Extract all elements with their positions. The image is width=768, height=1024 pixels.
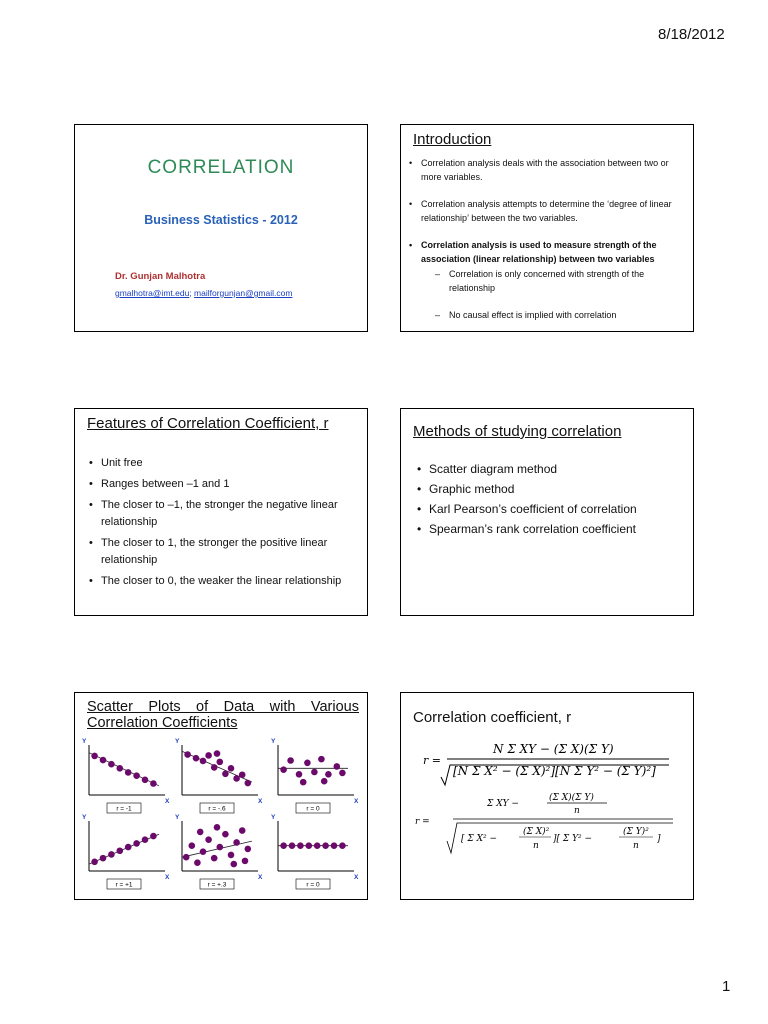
sub-bullet-item: – Correlation is only concerned with strength of the relationship xyxy=(435,268,689,295)
r-label: r = +1 xyxy=(115,881,133,889)
scatter-point xyxy=(133,772,140,779)
scatter-point xyxy=(296,771,303,778)
bullet-item: • Ranges between –1 and 1 xyxy=(87,476,363,493)
slide-features xyxy=(74,408,368,616)
scatter-point xyxy=(184,751,191,758)
slide-heading: Scatter Plots of Data with Various Correlation Coefficients xyxy=(87,699,359,731)
bullet-item: • Karl Pearson’s coefficient of correlation xyxy=(415,499,691,519)
scatter-point xyxy=(339,842,346,849)
r-label: r = 0 xyxy=(306,881,320,889)
scatter-point xyxy=(205,836,212,843)
svg-text:r =: r = xyxy=(423,754,441,767)
scatter-point xyxy=(306,842,313,849)
scatter-point xyxy=(100,855,107,862)
slide-heading: Introduction xyxy=(413,131,492,148)
scatter-point xyxy=(214,750,221,757)
y-axis-label: Y xyxy=(271,814,276,821)
scatter-point xyxy=(314,842,321,849)
course-subtitle: Business Statistics - 2012 xyxy=(144,213,298,227)
scatter-point xyxy=(233,775,240,782)
r-label: r = -1 xyxy=(116,805,132,813)
slide-correlation-formula xyxy=(400,692,694,900)
slide-heading: Correlation coefficient, r xyxy=(413,709,572,726)
scatter-point xyxy=(311,769,318,776)
scatter-point xyxy=(287,757,294,764)
scatter-point xyxy=(222,771,229,778)
scatter-point xyxy=(211,855,218,862)
bullet-item: • Correlation analysis deals with the association between two or more variables. xyxy=(407,157,689,184)
scatter-point xyxy=(318,756,325,763)
slide-title xyxy=(74,124,368,332)
scatter-point xyxy=(245,846,252,853)
formula-1 xyxy=(423,742,669,785)
scatter-point xyxy=(231,861,238,868)
scatter-point xyxy=(108,851,115,858)
scatter-point xyxy=(200,758,207,765)
page-number: 1 xyxy=(722,978,731,995)
scatter-point xyxy=(331,842,338,849)
scatter-point xyxy=(150,833,157,840)
scatter-point xyxy=(280,842,287,849)
bullet-list xyxy=(407,157,689,337)
trend-line xyxy=(89,753,159,786)
svg-text:(Σ X)²: (Σ X)² xyxy=(523,827,550,837)
author-name: Dr. Gunjan Malhotra xyxy=(115,271,206,282)
formula-figure xyxy=(401,693,693,899)
slide-heading: Features of Correlation Coefficient, r xyxy=(87,415,329,432)
svg-text:(Σ X)(Σ Y): (Σ X)(Σ Y) xyxy=(549,793,594,803)
x-axis-label: X xyxy=(258,874,263,881)
scatter-point xyxy=(239,827,246,834)
email-separator: ; xyxy=(189,288,195,298)
r-label: r = -.6 xyxy=(208,805,226,813)
x-axis-label: X xyxy=(354,874,359,881)
bullet-item xyxy=(407,239,689,323)
r-label: r = 0 xyxy=(306,805,320,813)
scatter-point xyxy=(125,844,132,851)
sub-bullet-list xyxy=(421,268,689,323)
y-axis-label: Y xyxy=(175,814,180,821)
x-axis-label: X xyxy=(165,798,170,805)
scatter-point xyxy=(321,778,328,785)
sub-bullet-item: – No causal effect is implied with correlation xyxy=(435,309,689,323)
bullet-item: • The closer to 1, the stronger the positive linear relationship xyxy=(87,535,363,569)
formula-2 xyxy=(415,792,673,853)
svg-text:]: ] xyxy=(657,834,661,844)
y-axis-label: Y xyxy=(175,738,180,745)
author-emails xyxy=(115,288,292,298)
scatter-point xyxy=(189,842,196,849)
scatter-point xyxy=(214,824,221,831)
scatter-point xyxy=(183,854,190,861)
scatter-point xyxy=(142,836,149,843)
slide-introduction xyxy=(400,124,694,332)
trend-line xyxy=(89,834,159,864)
bullet-item: • The closer to 0, the weaker the linear relationship xyxy=(87,573,363,590)
svg-text:[ Σ X² −: [ Σ X² − xyxy=(461,834,498,844)
scatter-point xyxy=(150,780,157,787)
slide-methods xyxy=(400,408,694,616)
scatter-point xyxy=(242,858,249,865)
scatter-point xyxy=(304,760,311,767)
bullet-list xyxy=(415,459,691,539)
y-axis-label: Y xyxy=(82,738,87,745)
x-axis-label: X xyxy=(165,874,170,881)
scatter-point xyxy=(280,766,287,773)
scatter-point xyxy=(117,765,124,772)
svg-text:n: n xyxy=(633,841,639,851)
bullet-item: • Scatter diagram method xyxy=(415,459,691,479)
scatter-point xyxy=(100,757,107,764)
scatter-point xyxy=(228,852,235,859)
y-axis-label: Y xyxy=(82,814,87,821)
scatter-point xyxy=(205,752,212,759)
bullet-item: • Unit free xyxy=(87,455,363,472)
scatter-point xyxy=(217,844,224,851)
scatter-point xyxy=(322,842,329,849)
scatter-point xyxy=(91,753,98,760)
header-date: 8/18/2012 xyxy=(658,26,725,43)
svg-text:N Σ XY − (Σ X)(Σ Y): N Σ XY − (Σ X)(Σ Y) xyxy=(493,742,614,756)
scatter-point xyxy=(239,771,246,778)
scatter-point xyxy=(222,831,229,838)
x-axis-label: X xyxy=(258,798,263,805)
bullet-item: • Correlation analysis attempts to determine the ‘degree of linear relationship’ between the two variables. xyxy=(407,198,689,225)
scatter-point xyxy=(297,842,304,849)
scatter-point xyxy=(200,848,207,855)
x-axis-label: X xyxy=(354,798,359,805)
email-link-2[interactable]: mailforgunjan@gmail.com xyxy=(194,288,293,298)
svg-text:r =: r = xyxy=(415,817,430,827)
scatter-point xyxy=(300,779,307,786)
bullet-list xyxy=(87,455,363,594)
scatter-point xyxy=(233,839,240,846)
scatter-point xyxy=(117,847,124,854)
bullet-text: Correlation analysis is used to measure strength of the association (linear relationship) between two variables xyxy=(421,240,657,264)
scatter-point xyxy=(289,842,296,849)
slide-scatter-plots xyxy=(74,692,368,900)
slide-heading: Methods of studying correlation xyxy=(413,423,622,440)
scatter-point xyxy=(325,771,332,778)
bullet-item: • Graphic method xyxy=(415,479,691,499)
svg-text:(Σ Y)²: (Σ Y)² xyxy=(623,827,649,837)
svg-text:Σ XY −: Σ XY − xyxy=(487,799,519,809)
scatter-point xyxy=(245,780,252,787)
svg-text:][ Σ Y² −: ][ Σ Y² − xyxy=(553,834,593,844)
svg-text:[N Σ X² − (Σ X)²][N Σ Y² − (Σ: [N Σ X² − (Σ X)²][N Σ Y² − (Σ Y)²] xyxy=(453,764,656,778)
r-label: r = +.3 xyxy=(207,881,227,889)
scatter-point xyxy=(108,761,115,768)
slide-title-heading: CORRELATION xyxy=(147,157,295,178)
y-axis-label: Y xyxy=(271,738,276,745)
scatter-point xyxy=(142,777,149,784)
scatter-point xyxy=(125,769,132,776)
scatter-point xyxy=(217,759,224,766)
bullet-item: • Spearman’s rank correlation coefficient xyxy=(415,519,691,539)
scatter-point xyxy=(334,763,341,770)
scatter-point xyxy=(133,840,140,847)
scatter-point xyxy=(211,764,218,771)
svg-text:n: n xyxy=(533,841,539,851)
scatter-point xyxy=(91,859,98,866)
svg-text:n: n xyxy=(574,806,580,816)
scatter-point xyxy=(339,770,346,777)
scatter-plots-figure xyxy=(75,693,367,899)
scatter-point xyxy=(193,755,200,762)
bullet-item: • The closer to –1, the stronger the negative linear relationship xyxy=(87,497,363,531)
scatter-point xyxy=(228,765,235,772)
email-link-1[interactable]: gmalhotra@imt.edu xyxy=(115,288,190,298)
scatter-point xyxy=(197,829,204,836)
scatter-point xyxy=(194,859,201,866)
